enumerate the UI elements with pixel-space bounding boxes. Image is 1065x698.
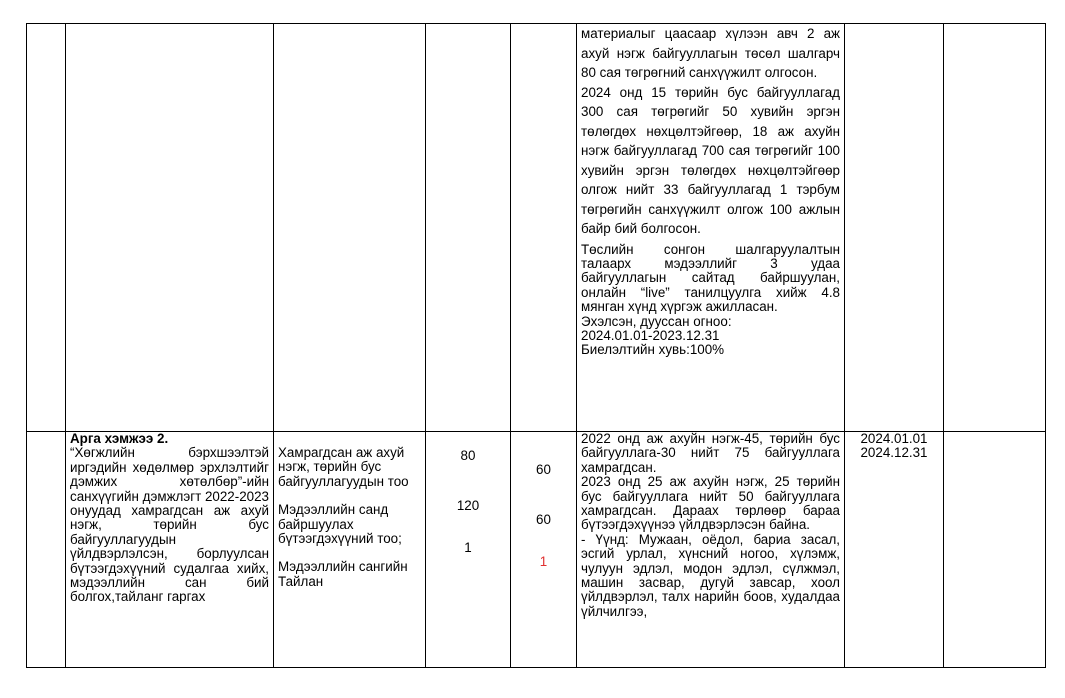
description-paragraph: - Үүнд: Мужаан, оёдол, бариа засал, эсгий урлал, хүнсний ногоо, хүлэмж, чулуун эдлэл, модон эдлэл, сүлжмэл, машин засвар, дугуй завсар, хоол үйлдвэрлэл, талх нарийн боов, худалдаа үйлчилгээ,: [581, 531, 840, 619]
completion-percentage: Биелэлтийн хувь:100%: [581, 342, 725, 358]
actual-value: 60: [536, 462, 551, 477]
target-value: 1: [464, 540, 472, 555]
description-paragraph: 2024 онд 15 төрийн бус байгууллагад 300 сая төгрөгийг 50 хувийн эргэн төлөгдөх нөхцөлтэйгөөр, 18 аж ахуйн нэгж байгууллагад 700 сая төгрөгийг 100 хувийн эргэн төлөгдөх нөхцөлтэйгөөр олгож нийт 33 байгууллагад 1 тэрбум төгрөгийн санхүүжилт олгож 100 ажлын байр бий болгосон.: [581, 84, 840, 236]
indicator-item: Хамрагдсан аж ахуй нэгж, төрийн бус байгууллагуудын тоо: [278, 445, 409, 489]
description-cell: [577, 24, 845, 432]
target-cell: [426, 432, 511, 668]
date-range-value: 2024.01.01-2023.12.31: [581, 327, 720, 343]
measure-text: “Хөгжлийн бэрхшээлтэй иргэдийн хөдөлмөр эрхлэлтийг дэмжих хөтөлбөр”-ийн санхүүгийн дэмжлэгт 2022-2023 онуудад хамрагдсан аж ахуй нэгж, төрийн бус байгууллагуудын үйлдвэрлэлсэн, борлуулсан бүтээгдэхүүний судалгаа хийх, мэдээллийн сан бий болгох,тайланг гаргах: [70, 445, 269, 605]
description-paragraph: 2022 онд аж ахуйн нэгж-45, төрийн бус байгууллага-30 нийт 75 байгууллага хамрагдсан.: [581, 431, 840, 475]
description-paragraph: Төслийн сонгон шалгаруулалтын талаарх мэдээллийг 3 удаа байгууллагын сайтад байршуулан, онлайн “live” танилцуулга хийж 4.8 мянган хүнд хүргэж ажилласан.: [581, 241, 840, 315]
date-cell: [845, 24, 944, 432]
actual-cell: [511, 24, 577, 432]
measure-title: Арга хэмжээ 2.: [70, 431, 169, 446]
target-value: 80: [460, 448, 476, 463]
description-paragraph: 2023 онд 25 аж ахуйн нэгж, 25 төрийн бус байгууллага нийт 50 байгууллага хамрагдсан. Дараах төрлөөр бараа бүтээгдэхүүнээ үйлдвэрлэсэн байна.: [581, 474, 840, 533]
indicator-item: Мэдээллийн санд байршуулах бүтээгдэхүүний тоо;: [278, 502, 402, 547]
date-cell: [845, 432, 944, 668]
table-row: [27, 24, 1046, 432]
measure-cell: [66, 24, 274, 432]
plan-table: [26, 23, 1046, 668]
date-range-label: Эхэлсэн, дууссан огноо:: [581, 313, 732, 329]
indicator-cell: [274, 432, 426, 668]
measure-cell: [66, 432, 274, 668]
description-cell: [577, 432, 845, 668]
index-cell: [27, 432, 66, 668]
note-cell: [944, 432, 1046, 668]
index-cell: [27, 24, 66, 432]
target-cell: [426, 24, 511, 432]
actual-cell: [511, 432, 577, 668]
indicator-item: Мэдээллийн сангийн Тайлан: [278, 559, 408, 589]
note-cell: [944, 24, 1046, 432]
table-row: [27, 432, 1046, 668]
indicator-cell: [274, 24, 426, 432]
actual-value: 60: [536, 511, 551, 527]
target-value: 120: [456, 497, 480, 513]
actual-value: 1: [539, 554, 548, 569]
description-paragraph: материалыг цаасаар хүлээн авч 2 аж ахуй нэгж байгууллагын төсөл шалгарч 80 сая төгрөгний санхүүжилт олгосон.: [581, 26, 840, 80]
end-date: 2024.12.31: [860, 445, 928, 461]
start-date: 2024.01.01: [860, 431, 928, 446]
